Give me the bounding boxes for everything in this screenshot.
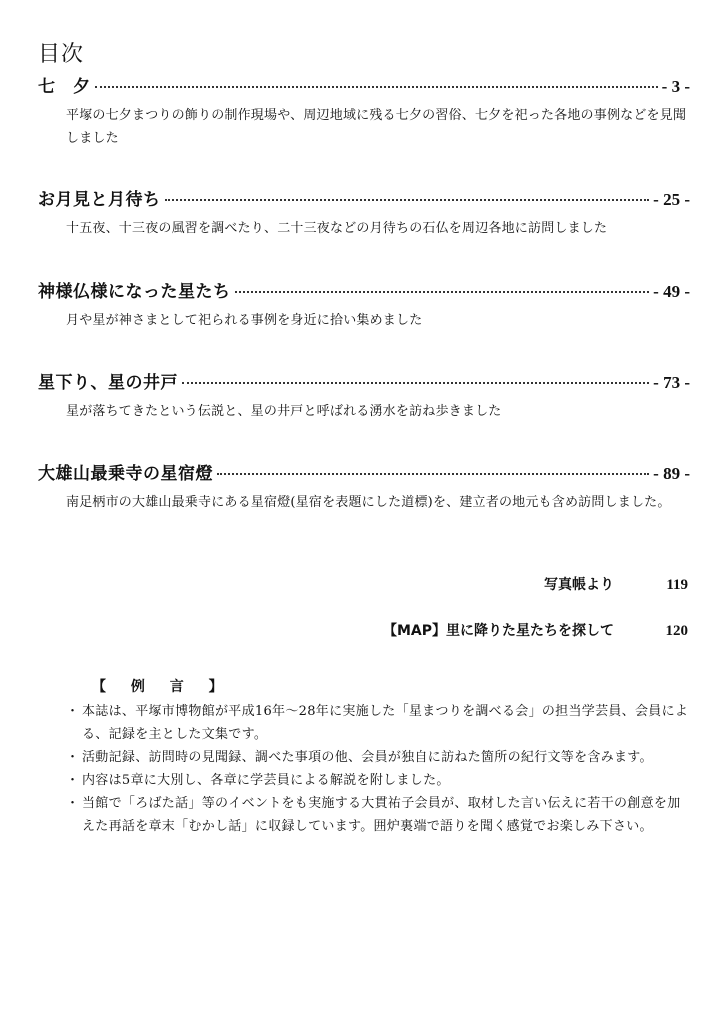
notes-heading: 【 例 言 】 — [92, 679, 233, 695]
note-text: 活動記録、訪問時の見聞録、調べた事項の他、会員が独自に訪ねた箇所の紀行文等を含みます。 — [82, 750, 653, 765]
note-text: 当館で「ろばた話」等のイベントをも実施する大貫祐子会員が、取材した言い伝えに若干の創意を加えた再話を章末「むかし話」に収録しています。囲炉裏端で語りを聞く感覚でお楽しみ下さい。 — [82, 796, 681, 834]
notes-list — [66, 700, 690, 838]
toc-entry-daiyuzan[interactable] — [38, 459, 690, 514]
chapter-title: 七 夕 — [38, 77, 91, 97]
list-item — [66, 700, 690, 746]
dot-leader — [182, 382, 649, 384]
toc-entry-map[interactable] — [383, 620, 688, 640]
toc-line[interactable] — [38, 277, 690, 301]
toc-entry-tanabata[interactable] — [38, 72, 690, 150]
dot-leader — [95, 86, 658, 88]
extra-title: 写真帳より — [544, 577, 614, 593]
list-item — [66, 746, 690, 769]
dot-leader — [217, 473, 649, 475]
chapter-description: 星が落ちてきたという伝説と、星の井戸と呼ばれる湧水を訪ね歩きました — [66, 404, 502, 419]
toc-entry-photo-album[interactable] — [544, 574, 688, 594]
bullet-icon: ・ — [66, 796, 80, 811]
chapter-title: 星下り、星の井戸 — [38, 373, 178, 393]
chapter-description: 南足柄市の大雄山最乗寺にある星宿燈(星宿を表題にした道標)を、建立者の地元も含め訪問しました。 — [66, 495, 671, 510]
toc-entry-kamisama[interactable] — [38, 277, 690, 332]
toc-line[interactable] — [38, 459, 690, 483]
chapter-title: お月見と月待ち — [38, 190, 161, 210]
toc-entry-otsukimi[interactable] — [38, 185, 690, 240]
toc-line[interactable] — [38, 185, 690, 209]
dot-leader — [235, 291, 650, 293]
chapter-page-number: - 49 - — [653, 282, 690, 301]
notes-section — [66, 676, 690, 838]
chapter-description: 十五夜、十三夜の風習を調べたり、二十三夜などの月待ちの石仏を周辺各地に訪問しました — [66, 221, 608, 236]
page-title: 目次 — [38, 41, 85, 67]
note-text: 内容は5章に大別し、各章に学芸員による解説を附しました。 — [82, 773, 450, 788]
chapter-page-number: - 3 - — [661, 77, 690, 96]
toc-entry-hoshikudari[interactable] — [38, 368, 690, 423]
extra-page-number: 120 — [665, 623, 688, 639]
list-item — [66, 769, 690, 792]
bullet-icon: ・ — [66, 704, 80, 719]
extra-title: 【MAP】里に降りた星たちを探して — [382, 623, 614, 639]
note-text: 本誌は、平塚市博物館が平成16年～28年に実施した「星まつりを調べる会」の担当学芸員、会員による、記録を主とした文集です。 — [82, 704, 689, 742]
chapter-page-number: - 89 - — [653, 464, 690, 483]
chapter-page-number: - 73 - — [653, 373, 690, 392]
chapter-title: 神様仏様になった星たち — [38, 282, 231, 302]
toc-line[interactable] — [38, 72, 690, 96]
bullet-icon: ・ — [66, 750, 80, 765]
chapter-title: 大雄山最乗寺の星宿燈 — [38, 464, 213, 484]
extra-page-number: 119 — [666, 577, 688, 593]
chapter-description: 月や星が神さまとして祀られる事例を身近に拾い集めました — [66, 313, 423, 328]
dot-leader — [165, 199, 650, 201]
toc-line[interactable] — [38, 368, 690, 392]
chapter-description: 平塚の七夕まつりの飾りの制作現場や、周辺地域に残る七夕の習俗、七夕を祀った各地の事例などを見聞しました — [66, 108, 687, 146]
chapter-page-number: - 25 - — [653, 190, 690, 209]
bullet-icon: ・ — [66, 773, 80, 788]
list-item — [66, 792, 690, 838]
